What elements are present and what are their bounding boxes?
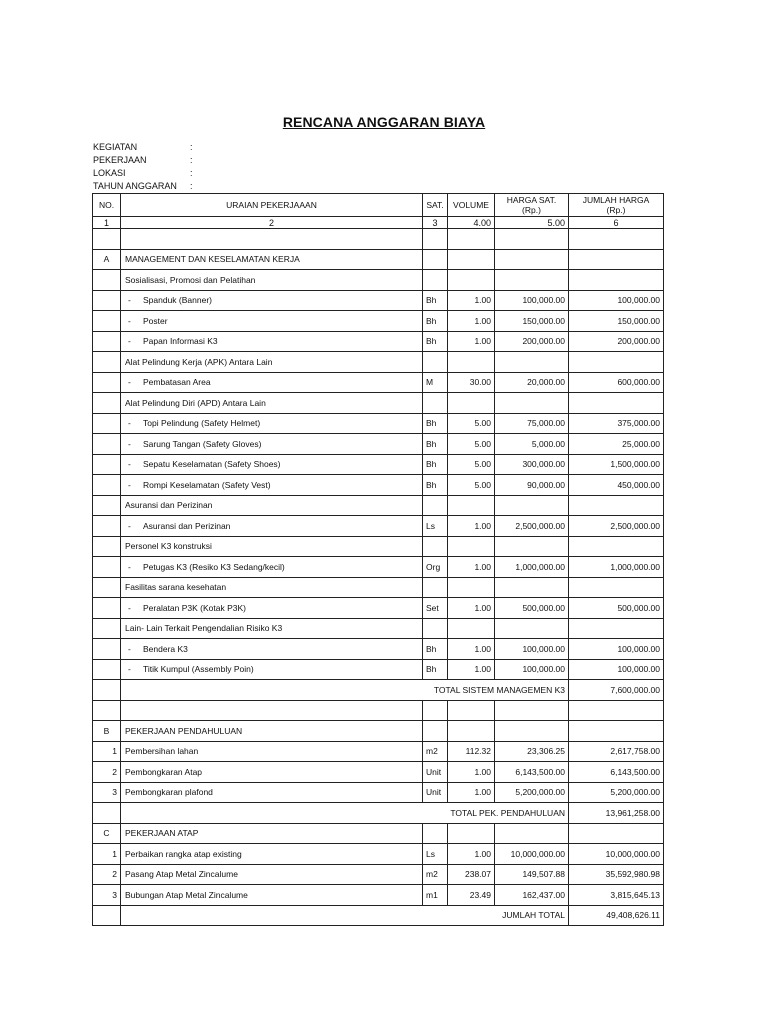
item-unit: Ls [423, 516, 448, 537]
item-description: Papan Informasi K3 [143, 336, 218, 347]
item-total: 500,000.00 [569, 598, 664, 619]
item-volume: 23.49 [448, 885, 495, 906]
table-row [93, 454, 664, 475]
empty-cell [569, 495, 664, 516]
item-volume: 1.00 [448, 311, 495, 332]
item-total: 450,000.00 [569, 475, 664, 496]
header-harga-sat-label: HARGA SAT. [506, 195, 557, 205]
section-row [93, 823, 664, 844]
budget-table [92, 193, 664, 926]
empty-cell [93, 680, 121, 701]
empty-cell [495, 577, 569, 598]
empty-cell [93, 495, 121, 516]
item-total: 375,000.00 [569, 413, 664, 434]
table-row [93, 639, 664, 660]
header-volume: VOLUME [448, 194, 495, 217]
empty-cell [93, 372, 121, 393]
empty-cell [569, 618, 664, 639]
item-unit: m2 [423, 741, 448, 762]
item-unit-price: 200,000.00 [495, 331, 569, 352]
empty-cell [93, 803, 121, 824]
empty-cell [93, 413, 121, 434]
item-total: 100,000.00 [569, 659, 664, 680]
item-volume: 5.00 [448, 454, 495, 475]
empty-cell [569, 721, 664, 742]
section-title: PEKERJAAN ATAP [121, 823, 423, 844]
document-meta [93, 141, 200, 193]
item-number: 2 [93, 864, 121, 885]
item-total: 100,000.00 [569, 290, 664, 311]
meta-label: TAHUN ANGGARAN [93, 181, 177, 191]
empty-cell [569, 352, 664, 373]
table-row [93, 311, 664, 332]
total-label: JUMLAH TOTAL [121, 905, 569, 926]
item-unit-price: 90,000.00 [495, 475, 569, 496]
total-row [93, 680, 664, 701]
item-description-cell [121, 290, 423, 311]
item-total: 600,000.00 [569, 372, 664, 393]
meta-colon: : [190, 142, 193, 152]
item-description-cell [121, 639, 423, 660]
item-volume: 1.00 [448, 762, 495, 783]
meta-row-tahun-anggaran [93, 180, 200, 193]
total-value: 49,408,626.11 [569, 905, 664, 926]
empty-cell [423, 700, 448, 721]
item-unit-price: 1,000,000.00 [495, 557, 569, 578]
item-total: 2,500,000.00 [569, 516, 664, 537]
item-description: Poster [143, 315, 168, 326]
item-total: 100,000.00 [569, 639, 664, 660]
table-row [93, 434, 664, 455]
empty-cell [93, 557, 121, 578]
table-row [93, 741, 664, 762]
group-row [93, 270, 664, 291]
meta-row-kegiatan [93, 141, 200, 154]
item-unit: Bh [423, 311, 448, 332]
empty-cell [121, 229, 423, 250]
item-number: 2 [93, 762, 121, 783]
table-row [93, 782, 664, 803]
item-number: 3 [93, 885, 121, 906]
table-row [93, 516, 664, 537]
header-jumlah-label: JUMLAH HARGA [582, 195, 650, 205]
empty-cell [93, 475, 121, 496]
section-letter: A [93, 249, 121, 270]
section-title: PEKERJAAN PENDAHULUAN [121, 721, 423, 742]
empty-cell [448, 352, 495, 373]
empty-cell [448, 618, 495, 639]
empty-cell [495, 536, 569, 557]
item-unit-price: 500,000.00 [495, 598, 569, 619]
empty-cell [93, 331, 121, 352]
empty-cell [93, 618, 121, 639]
table-row [93, 885, 664, 906]
empty-cell [569, 536, 664, 557]
item-description: Bubungan Atap Metal Zincalume [121, 885, 423, 906]
empty-cell [495, 618, 569, 639]
table-row [93, 598, 664, 619]
group-row [93, 536, 664, 557]
empty-cell [93, 598, 121, 619]
item-unit-price: 2,500,000.00 [495, 516, 569, 537]
empty-cell [423, 536, 448, 557]
item-dash: - [128, 602, 131, 613]
item-total: 2,617,758.00 [569, 741, 664, 762]
item-unit-price: 100,000.00 [495, 290, 569, 311]
empty-cell [569, 393, 664, 414]
item-volume: 1.00 [448, 782, 495, 803]
table-row [93, 290, 664, 311]
item-dash: - [128, 315, 131, 326]
item-volume: 5.00 [448, 413, 495, 434]
empty-cell [423, 270, 448, 291]
item-description-cell [121, 434, 423, 455]
section-letter: C [93, 823, 121, 844]
empty-cell [93, 577, 121, 598]
table-header-row [93, 194, 664, 217]
item-unit: Bh [423, 475, 448, 496]
item-unit: Unit [423, 762, 448, 783]
table-row [93, 864, 664, 885]
section-letter: B [93, 721, 121, 742]
empty-cell [93, 434, 121, 455]
item-description-cell [121, 454, 423, 475]
item-unit: Bh [423, 434, 448, 455]
empty-cell [93, 536, 121, 557]
item-unit-price: 5,200,000.00 [495, 782, 569, 803]
empty-cell [569, 270, 664, 291]
item-unit: Unit [423, 782, 448, 803]
total-row [93, 803, 664, 824]
column-number-row [93, 217, 664, 229]
page-title: RENCANA ANGGARAN BIAYA [282, 114, 486, 130]
item-total: 35,592,980.98 [569, 864, 664, 885]
item-dash: - [128, 479, 131, 490]
group-title: Personel K3 konstruksi [121, 536, 423, 557]
item-volume: 1.00 [448, 639, 495, 660]
empty-cell [93, 454, 121, 475]
item-number: 3 [93, 782, 121, 803]
group-row [93, 352, 664, 373]
header-sat: SAT. [423, 194, 448, 217]
item-unit: m1 [423, 885, 448, 906]
item-unit: Bh [423, 639, 448, 660]
column-number: 4.00 [448, 217, 495, 229]
empty-cell [93, 516, 121, 537]
header-jumlah-unit: (Rp.) [606, 205, 626, 215]
empty-cell [448, 393, 495, 414]
table-row [93, 413, 664, 434]
header-uraian: URAIAN PEKERJAAAN [121, 194, 423, 217]
empty-cell [93, 290, 121, 311]
item-unit-price: 100,000.00 [495, 639, 569, 660]
group-title: Asuransi dan Perizinan [121, 495, 423, 516]
empty-cell [423, 823, 448, 844]
item-unit-price: 6,143,500.00 [495, 762, 569, 783]
empty-cell [93, 311, 121, 332]
item-unit: Bh [423, 659, 448, 680]
meta-colon: : [190, 155, 193, 165]
item-description: Perbaikan rangka atap existing [121, 844, 423, 865]
item-unit: m2 [423, 864, 448, 885]
empty-cell [423, 495, 448, 516]
item-description-cell [121, 413, 423, 434]
item-total: 5,200,000.00 [569, 782, 664, 803]
item-total: 25,000.00 [569, 434, 664, 455]
item-volume: 1.00 [448, 290, 495, 311]
item-volume: 112.32 [448, 741, 495, 762]
blank-row [93, 700, 664, 721]
item-unit: Bh [423, 331, 448, 352]
item-unit-price: 5,000.00 [495, 434, 569, 455]
empty-cell [93, 270, 121, 291]
total-label: TOTAL SISTEM MANAGEMEN K3 [121, 680, 569, 701]
empty-cell [495, 700, 569, 721]
blank-row [93, 229, 664, 250]
header-harga-sat-unit: (Rp.) [522, 205, 541, 215]
item-dash: - [128, 643, 131, 654]
empty-cell [495, 823, 569, 844]
group-title: Sosialisasi, Promosi dan Pelatihan [121, 270, 423, 291]
group-title: Alat Pelindung Diri (APD) Antara Lain [121, 393, 423, 414]
item-dash: - [128, 377, 131, 388]
empty-cell [495, 393, 569, 414]
item-volume: 5.00 [448, 434, 495, 455]
empty-cell [495, 229, 569, 250]
item-description-cell [121, 598, 423, 619]
table-row [93, 659, 664, 680]
empty-cell [423, 577, 448, 598]
empty-cell [495, 270, 569, 291]
item-description: Pembongkaran plafond [121, 782, 423, 803]
item-description-cell [121, 331, 423, 352]
item-unit: M [423, 372, 448, 393]
empty-cell [448, 577, 495, 598]
group-title: Lain- Lain Terkait Pengendalian Risiko K3 [121, 618, 423, 639]
section-row [93, 721, 664, 742]
empty-cell [423, 618, 448, 639]
column-number: 2 [121, 217, 423, 229]
empty-cell [93, 639, 121, 660]
item-description: Asuransi dan Perizinan [143, 520, 231, 531]
item-unit: Ls [423, 844, 448, 865]
item-total: 3,815,645.13 [569, 885, 664, 906]
item-volume: 238.07 [448, 864, 495, 885]
empty-cell [495, 495, 569, 516]
item-description: Rompi Keselamatan (Safety Vest) [143, 479, 271, 490]
item-volume: 1.00 [448, 331, 495, 352]
total-label: TOTAL PEK. PENDAHULUAN [121, 803, 569, 824]
item-dash: - [128, 520, 131, 531]
item-unit-price: 20,000.00 [495, 372, 569, 393]
empty-cell [121, 700, 423, 721]
group-title: Fasilitas sarana kesehatan [121, 577, 423, 598]
empty-cell [569, 249, 664, 270]
item-description-cell [121, 659, 423, 680]
column-number: 1 [93, 217, 121, 229]
item-description: Spanduk (Banner) [143, 295, 212, 306]
empty-cell [448, 721, 495, 742]
empty-cell [448, 700, 495, 721]
empty-cell [448, 270, 495, 291]
column-number: 6 [569, 217, 664, 229]
item-dash: - [128, 438, 131, 449]
group-title: Alat Pelindung Kerja (APK) Antara Lain [121, 352, 423, 373]
empty-cell [423, 249, 448, 270]
empty-cell [423, 352, 448, 373]
item-dash: - [128, 561, 131, 572]
empty-cell [423, 229, 448, 250]
item-total: 1,500,000.00 [569, 454, 664, 475]
item-description: Bendera K3 [143, 643, 188, 654]
item-volume: 30.00 [448, 372, 495, 393]
empty-cell [495, 249, 569, 270]
item-total: 150,000.00 [569, 311, 664, 332]
item-description: Sepatu Keselamatan (Safety Shoes) [143, 459, 281, 470]
item-description-cell [121, 557, 423, 578]
item-description: Pembersihan lahan [121, 741, 423, 762]
group-row [93, 495, 664, 516]
item-total: 200,000.00 [569, 331, 664, 352]
total-value: 13,961,258.00 [569, 803, 664, 824]
group-row [93, 577, 664, 598]
table-row [93, 372, 664, 393]
item-unit-price: 23,306.25 [495, 741, 569, 762]
item-dash: - [128, 664, 131, 675]
item-number: 1 [93, 741, 121, 762]
item-description: Petugas K3 (Resiko K3 Sedang/kecil) [143, 561, 285, 572]
meta-label: LOKASI [93, 168, 126, 178]
item-unit: Set [423, 598, 448, 619]
item-unit-price: 149,507.88 [495, 864, 569, 885]
item-description-cell [121, 516, 423, 537]
item-unit-price: 300,000.00 [495, 454, 569, 475]
meta-label: PEKERJAAN [93, 155, 147, 165]
item-description: Topi Pelindung (Safety Helmet) [143, 418, 261, 429]
item-total: 6,143,500.00 [569, 762, 664, 783]
item-dash: - [128, 336, 131, 347]
meta-colon: : [190, 181, 193, 191]
empty-cell [448, 495, 495, 516]
item-description: Titik Kumpul (Assembly Poin) [143, 664, 254, 675]
empty-cell [495, 721, 569, 742]
empty-cell [423, 393, 448, 414]
group-row [93, 393, 664, 414]
item-unit: Org [423, 557, 448, 578]
table-row [93, 331, 664, 352]
item-dash: - [128, 459, 131, 470]
meta-label: KEGIATAN [93, 142, 138, 152]
header-jumlah [569, 194, 664, 217]
item-number: 1 [93, 844, 121, 865]
meta-row-lokasi [93, 167, 200, 180]
section-row [93, 249, 664, 270]
empty-cell [569, 700, 664, 721]
item-unit-price: 162,437.00 [495, 885, 569, 906]
item-description: Pembongkaran Atap [121, 762, 423, 783]
total-value: 7,600,000.00 [569, 680, 664, 701]
item-unit-price: 75,000.00 [495, 413, 569, 434]
empty-cell [93, 352, 121, 373]
empty-cell [569, 229, 664, 250]
item-unit-price: 10,000,000.00 [495, 844, 569, 865]
empty-cell [448, 823, 495, 844]
item-unit-price: 150,000.00 [495, 311, 569, 332]
group-row [93, 618, 664, 639]
item-volume: 1.00 [448, 516, 495, 537]
empty-cell [93, 700, 121, 721]
item-description: Peralatan P3K (Kotak P3K) [143, 602, 247, 613]
item-volume: 5.00 [448, 475, 495, 496]
empty-cell [495, 352, 569, 373]
empty-cell [93, 659, 121, 680]
item-unit: Bh [423, 290, 448, 311]
empty-cell [569, 577, 664, 598]
empty-cell [93, 905, 121, 926]
column-number: 5.00 [495, 217, 569, 229]
item-description: Pembatasan Area [143, 377, 211, 388]
total-row [93, 905, 664, 926]
item-volume: 1.00 [448, 844, 495, 865]
table-row [93, 762, 664, 783]
item-description: Sarung Tangan (Safety Gloves) [143, 438, 262, 449]
table-row [93, 475, 664, 496]
header-harga-sat [495, 194, 569, 217]
empty-cell [448, 249, 495, 270]
item-unit: Bh [423, 413, 448, 434]
item-total: 1,000,000.00 [569, 557, 664, 578]
item-volume: 1.00 [448, 659, 495, 680]
table-row [93, 557, 664, 578]
table-row [93, 844, 664, 865]
column-number: 3 [423, 217, 448, 229]
item-description: Pasang Atap Metal Zincalume [121, 864, 423, 885]
item-volume: 1.00 [448, 598, 495, 619]
item-dash: - [128, 418, 131, 429]
item-total: 10,000,000.00 [569, 844, 664, 865]
empty-cell [93, 229, 121, 250]
item-description-cell [121, 372, 423, 393]
item-volume: 1.00 [448, 557, 495, 578]
meta-colon: : [190, 168, 193, 178]
header-no: NO. [93, 194, 121, 217]
empty-cell [448, 229, 495, 250]
empty-cell [569, 823, 664, 844]
item-description-cell [121, 475, 423, 496]
item-description-cell [121, 311, 423, 332]
section-title: MANAGEMENT DAN KESELAMATAN KERJA [121, 249, 423, 270]
empty-cell [448, 536, 495, 557]
meta-row-pekerjaan [93, 154, 200, 167]
item-unit: Bh [423, 454, 448, 475]
item-dash: - [128, 295, 131, 306]
empty-cell [423, 721, 448, 742]
item-unit-price: 100,000.00 [495, 659, 569, 680]
empty-cell [93, 393, 121, 414]
